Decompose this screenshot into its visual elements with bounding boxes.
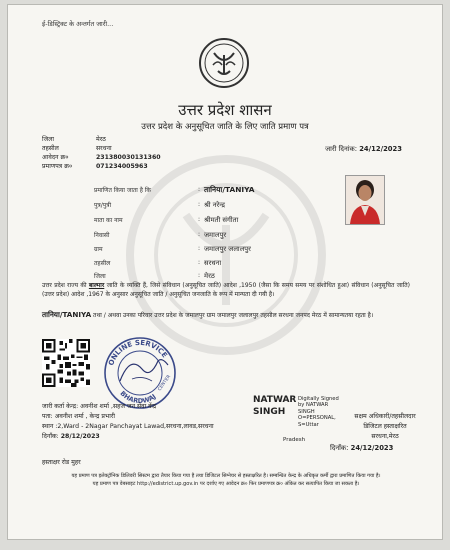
officer-date-value: 24/12/2023 — [350, 444, 394, 452]
name-value: तानिया/TANIYA — [204, 185, 255, 194]
competent-officer — [340, 412, 430, 442]
father-label: पुत्र/पुत्री — [94, 202, 112, 209]
district-row — [42, 134, 106, 143]
certificate-number-label: प्रमाणपत्र क्र० — [42, 163, 73, 170]
district-value: मेरठ — [96, 136, 106, 143]
colon: : — [198, 259, 201, 266]
issuer-date-label: दिनाँक: — [42, 433, 59, 440]
colon: : — [198, 186, 201, 193]
issue-date-label: जारी दिनांक: — [325, 145, 358, 153]
certified-label: प्रमाणित किया जाता है कि — [94, 187, 152, 194]
father-value: श्री नरेन्द्र — [204, 201, 225, 209]
residence-text: तथा / अथवा उनका परिवार उत्तर प्रदेश के जमालपुर ग्राम जमालपुर जलालपुर तहसील सरधना जनपद मेरठ में सामान्यतया रहता है। — [91, 312, 374, 319]
declaration-text-start: उत्तर प्रदेश राज्य की — [42, 282, 89, 289]
stamp-top-text: ONLINE SERVICE — [107, 338, 169, 367]
issue-date — [325, 144, 402, 153]
colon: : — [198, 231, 201, 238]
signer-name-first: NATWAR — [253, 395, 297, 405]
qr-code-icon — [42, 339, 90, 387]
signer-name-last: SINGH — [253, 407, 286, 417]
declaration-paragraph — [42, 281, 410, 299]
resident-value: जमालपुर — [204, 231, 227, 239]
residence-name: तानिया/TANIYA — [42, 310, 92, 319]
footer-note — [36, 473, 416, 488]
caste-name: बाल्मार — [88, 282, 105, 289]
stamp-bottom-text: BHARDWAJ — [118, 389, 158, 406]
officer-title: सक्षम अधिकारी/तहसीलदार — [354, 413, 416, 420]
issue-date-value: 24/12/2023 — [359, 145, 402, 153]
district-field-label: जिला — [94, 273, 106, 280]
footer-line-2: यह प्रमाण पत्र वेबसाइट http://edistrict.up.gov.in पर दर्शाए गए आवेदन क्र० फिर प्रमाणपत्र क्र० अंकित कर सत्यापित किया जा सकता है। — [92, 480, 360, 487]
up-emblem-icon — [198, 37, 250, 89]
issuer-date-value: 28/12/2023 — [60, 433, 100, 440]
tehsil-row — [42, 143, 112, 152]
certificate-page — [7, 4, 443, 540]
officer-signed-note: डिजिटल हस्ताक्षरित — [363, 423, 407, 430]
header-note: ई-डिस्ट्रिक्ट के अन्तर्गत जारी... — [42, 20, 114, 28]
officer-date — [330, 443, 393, 452]
issuer-date — [42, 431, 100, 440]
colon: : — [198, 201, 201, 208]
certificate-title: उत्तर प्रदेश के अनुसूचित जाति के लिए जाति प्रमाण पत्र — [141, 122, 309, 132]
government-title: उत्तर प्रदेश शासन — [178, 101, 272, 119]
tehsil-label: तहसील — [42, 145, 59, 152]
tehsil-field-label: तहसील — [94, 260, 111, 267]
stamp-right-text: CENTER — [157, 374, 173, 393]
signature-state: Pradesh — [283, 437, 306, 443]
resident-label: निवासी — [94, 232, 110, 239]
issuer-location: स्थान :2,Ward - 2Nagar Panchayat Lawad,सरधना,लावड,सरधना — [42, 423, 214, 430]
officer-office: सरधना,मेरठ — [371, 433, 399, 440]
issuer-center: जारी कर्ता केन्द्र: अवनीश शर्मा ,सहज जन सेवा केंद्र — [42, 403, 157, 410]
village-value: जमालपुर जलालपुर — [204, 245, 251, 253]
district-field-value: मेरठ — [204, 272, 215, 280]
application-number: 231380030131360 — [96, 154, 161, 161]
issuer-address: पता: अवनीश शर्मा , केन्द्र प्रभारी — [42, 413, 116, 420]
declaration-text-end: जाति के व्यक्ति हैं, जिसे संविधान (अनुसूचित जाति) आदेश ,1950 (जैसा कि समय समय पर संशोधित हुआ) संविधान (अनुसूचित जाति) (उत्तर प्रदेश) आदेश ,1967 के अनुसार अनुसूचित जाति / अनुसूचित जनजाति के रूप में मान्यता दी गयी है। — [42, 282, 410, 299]
application-label: आवेदन क्र० — [42, 154, 69, 161]
district-label: जिला — [42, 136, 54, 143]
footer-line-1: यह प्रमाण पत्र इलेक्ट्रॉनिक डिलिवरी सिस्टम द्वारा तैयार किया गया है तथा डिजिटल सिग्नेचर से हस्ताक्षरित है। सम्बन्धित केन्द्र के अधिकृत कर्मी द्वारा प्रमाणित किया गया है। — [71, 473, 381, 479]
officer-date-label: दिनाँक: — [330, 444, 349, 452]
center-stamp-icon — [102, 335, 178, 411]
signature-details: Digitally Signed by NATWAR SINGH O=PERSONAL, S=Uttar — [298, 396, 339, 428]
tehsil-field-value: सरधना — [204, 259, 222, 267]
colon: : — [198, 272, 201, 279]
colon: : — [198, 216, 201, 223]
certificate-number: 071234005963 — [96, 163, 148, 170]
applicant-photo — [345, 175, 385, 225]
mother-value: श्रीमती संगीता — [204, 216, 239, 224]
mother-label: माता का नाम — [94, 217, 123, 224]
seal-signature-label: हस्ताक्षर रोड मुहर — [42, 459, 81, 466]
residence-paragraph — [42, 310, 410, 320]
tehsil-value: सरधना — [96, 145, 112, 152]
person-photo-icon — [346, 176, 384, 224]
village-label: ग्राम — [94, 246, 103, 253]
colon: : — [198, 245, 201, 252]
